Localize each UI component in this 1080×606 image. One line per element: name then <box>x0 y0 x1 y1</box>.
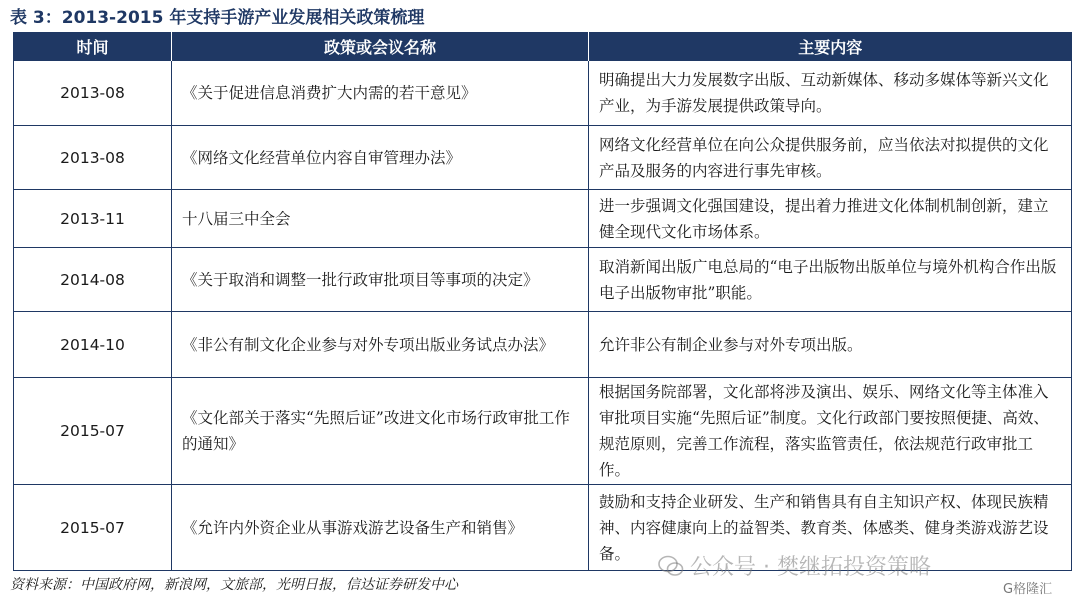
cell-content: 允许非公有制企业参与对外专项出版。 <box>589 312 1072 378</box>
cell-policy: 《关于取消和调整一批行政审批项目等事项的决定》 <box>172 248 589 312</box>
table-row <box>14 312 1072 378</box>
table-row <box>14 378 1072 485</box>
watermark <box>658 550 931 581</box>
cell-content: 明确提出大力发展数字出版、互动新媒体、移动多媒体等新兴文化产业，为手游发展提供政策导向。 <box>589 61 1072 126</box>
source-note: 资料来源：中国政府网，新浪网，文旅部，光明日报，信达证券研发中心 <box>10 577 458 593</box>
cell-content: 进一步强调文化强国建设，提出着力推进文化体制机制创新，建立健全现代文化市场体系。 <box>589 190 1072 248</box>
cell-policy: 《网络文化经营单位内容自审管理办法》 <box>172 126 589 190</box>
header-time: 时间 <box>14 32 172 61</box>
table-row <box>14 61 1072 126</box>
table-row <box>14 190 1072 248</box>
cell-time: 2013-08 <box>14 126 172 190</box>
cell-content: 网络文化经营单位在向公众提供服务前，应当依法对拟提供的文化产品及服务的内容进行事先审核。 <box>589 126 1072 190</box>
cell-time: 2013-11 <box>14 190 172 248</box>
cell-time: 2014-10 <box>14 312 172 378</box>
cell-content: 根据国务院部署，文化部将涉及演出、娱乐、网络文化等主体准入审批项目实施“先照后证”制度。文化行政部门要按照便捷、高效、规范原则，完善工作流程，落实监管责任，依法规范行政审批工作。 <box>589 378 1072 485</box>
cell-content: 取消新闻出版广电总局的“电子出版物出版单位与境外机构合作出版电子出版物审批”职能。 <box>589 248 1072 312</box>
table-row <box>14 126 1072 190</box>
policy-table <box>13 32 1072 571</box>
wechat-icon <box>658 555 684 577</box>
cell-policy: 《文化部关于落实“先照后证”改进文化市场行政审批工作的通知》 <box>172 378 589 485</box>
header-policy: 政策或会议名称 <box>172 32 589 61</box>
header-content: 主要内容 <box>589 32 1072 61</box>
table-header-row <box>14 32 1072 61</box>
cell-time: 2013-08 <box>14 61 172 126</box>
cell-content: 鼓励和支持企业研发、生产和销售具有自主知识产权、体现民族精神、内容健康向上的益智类、教育类、体感类、健身类游戏游艺设备。 <box>589 485 1072 571</box>
cell-policy: 《关于促进信息消费扩大内需的若干意见》 <box>172 61 589 126</box>
cell-time: 2015-07 <box>14 378 172 485</box>
cell-time: 2015-07 <box>14 485 172 571</box>
cell-policy: 《非公有制文化企业参与对外专项出版业务试点办法》 <box>172 312 589 378</box>
cell-time: 2014-08 <box>14 248 172 312</box>
watermark-text: 公众号 · 樊继拓投资策略 <box>690 555 931 580</box>
cell-policy: 十八届三中全会 <box>172 190 589 248</box>
corner-logo: G格隆汇 <box>1003 582 1053 597</box>
table-title: 表 3：2013-2015 年支持手游产业发展相关政策梳理 <box>10 8 425 28</box>
table-row <box>14 248 1072 312</box>
cell-policy: 《允许内外资企业从事游戏游艺设备生产和销售》 <box>172 485 589 571</box>
